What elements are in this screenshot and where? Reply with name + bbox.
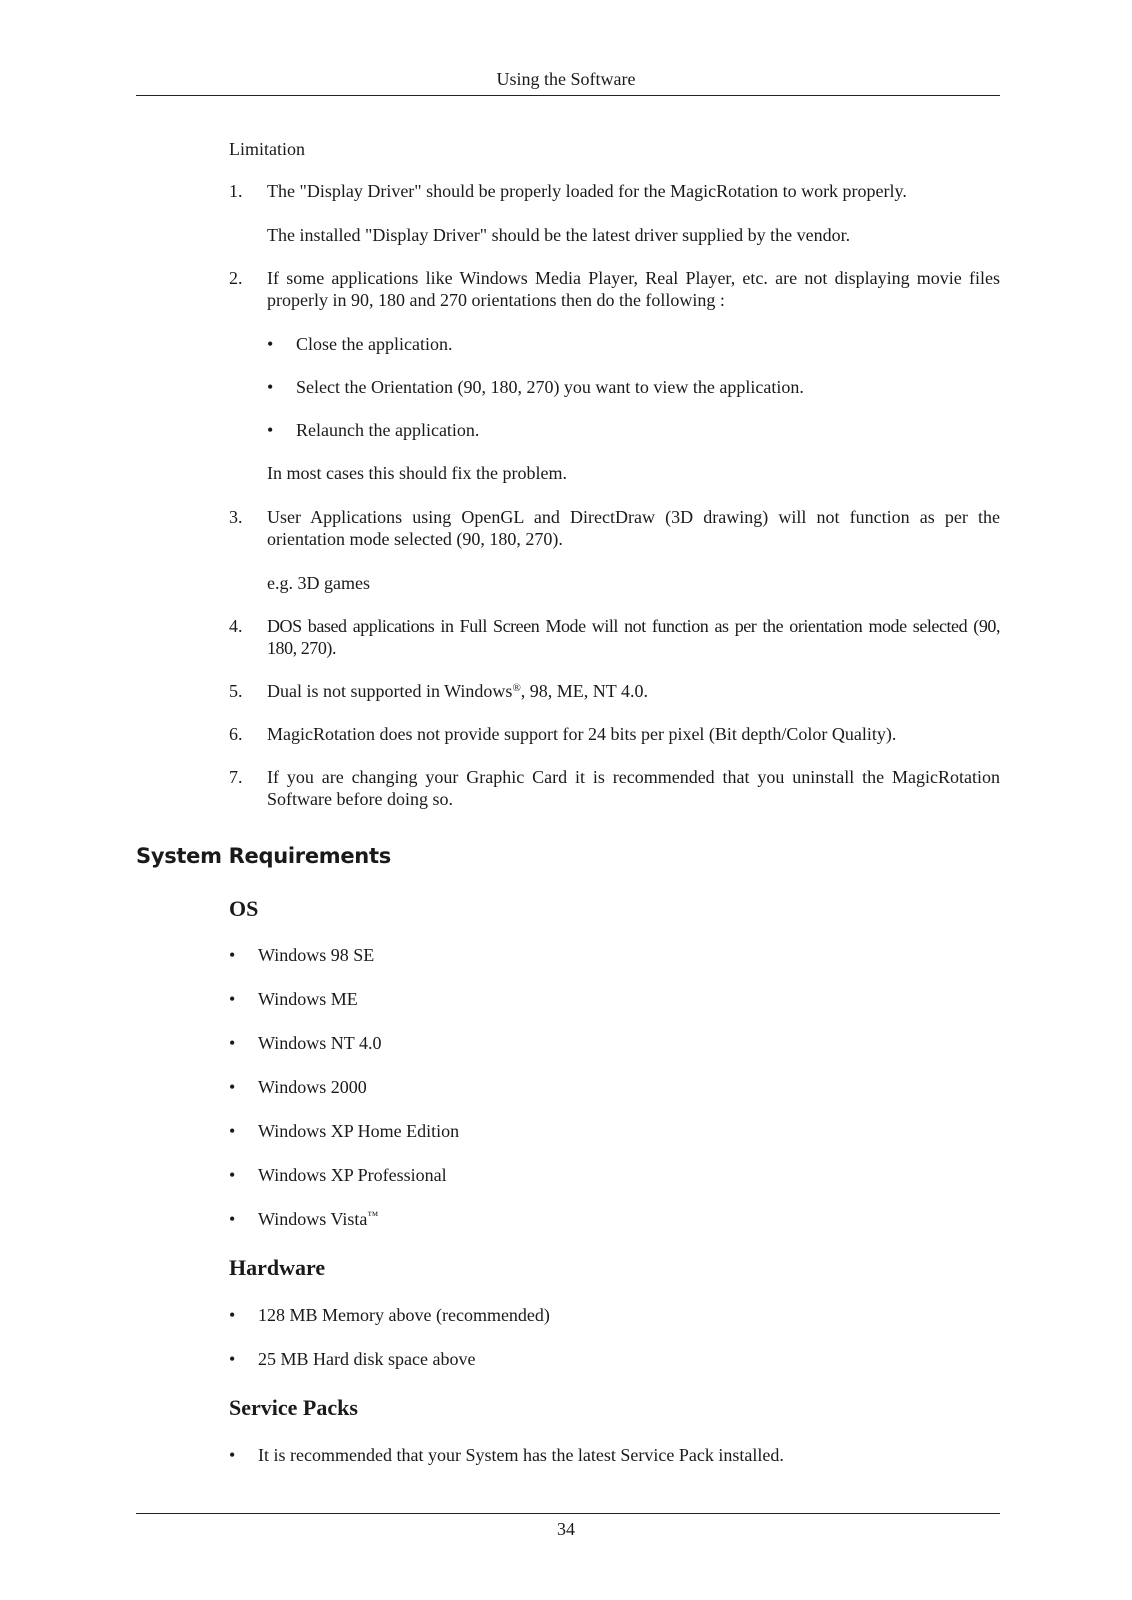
list-item-note: In most cases this should fix the problem.: [267, 463, 567, 483]
registered-mark: ®: [512, 682, 521, 694]
os-item-text: Windows Vista: [258, 1209, 368, 1229]
hardware-item: 25 MB Hard disk space above: [258, 1349, 476, 1369]
sub-bullet-text: Select the Orientation (90, 180, 270) you want to view the application.: [296, 377, 804, 397]
bullet-icon: •: [229, 1349, 236, 1369]
limitation-heading: Limitation: [229, 139, 305, 159]
list-item-text-part: Dual is not supported in Windows: [267, 681, 513, 701]
list-item-number: 6.: [229, 724, 243, 744]
bullet-icon: •: [229, 1077, 236, 1097]
list-item: [229, 680, 1000, 702]
list-item-text: User Applications using OpenGL and DirectDraw (3D drawing) will not function as per the orientation mode selected (90, 180, 270).: [267, 507, 1000, 549]
bullet-icon: •: [229, 1209, 236, 1229]
list-item-text: [267, 680, 1000, 702]
list-item: [229, 723, 1000, 745]
list-item-text: If some applications like Windows Media Player, Real Player, etc. are not displaying movie files properly in 90, 180 and 270 orientations then do the following :: [267, 268, 1000, 310]
list-item-text: DOS based applications in Full Screen Mode will not function as per the orientation mode selected (90, 180, 270).: [267, 616, 1000, 658]
list-item-number: 1.: [229, 181, 243, 201]
section-heading: System Requirements: [136, 844, 391, 868]
page-number: 34: [557, 1519, 575, 1539]
footer-divider: [136, 1513, 1000, 1514]
list-item-number: 4.: [229, 616, 243, 636]
list-item-text-part: , 98, ME, NT 4.0.: [520, 681, 648, 701]
trademark-mark: ™: [367, 1210, 379, 1222]
bullet-icon: •: [229, 1165, 236, 1185]
list-item-text: If you are changing your Graphic Card it is recommended that you uninstall the MagicRotation Software before doing so.: [267, 767, 1000, 809]
bullet-icon: •: [229, 945, 236, 965]
list-item-number: 5.: [229, 681, 243, 701]
list-item: [229, 180, 1000, 202]
os-item: Windows 98 SE: [258, 945, 375, 965]
bullet-icon: •: [229, 1033, 236, 1053]
service-packs-heading: Service Packs: [229, 1395, 358, 1420]
sub-bullet-text: Relaunch the application.: [296, 420, 480, 440]
list-item: [229, 267, 1000, 311]
os-item: Windows XP Professional: [258, 1165, 447, 1185]
os-heading: OS: [229, 896, 259, 921]
os-item: [258, 1208, 1000, 1230]
hardware-item: 128 MB Memory above (recommended): [258, 1305, 550, 1325]
bullet-icon: •: [267, 377, 274, 397]
os-item: Windows 2000: [258, 1077, 367, 1097]
os-item: Windows ME: [258, 989, 358, 1009]
service-pack-item: It is recommended that your System has the latest Service Pack installed.: [258, 1445, 784, 1465]
bullet-icon: •: [229, 989, 236, 1009]
os-item: Windows NT 4.0: [258, 1033, 382, 1053]
header-divider: [136, 95, 1000, 96]
list-item-number: 7.: [229, 767, 243, 787]
list-item: [229, 506, 1000, 550]
list-item-note: The installed "Display Driver" should be the latest driver supplied by the vendor.: [267, 225, 851, 245]
list-item-text: The "Display Driver" should be properly loaded for the MagicRotation to work properly.: [267, 181, 907, 201]
bullet-icon: •: [267, 334, 274, 354]
list-item-number: 2.: [229, 268, 243, 288]
bullet-icon: •: [229, 1121, 236, 1141]
list-item-text: MagicRotation does not provide support for 24 bits per pixel (Bit depth/Color Quality).: [267, 724, 897, 744]
hardware-heading: Hardware: [229, 1255, 326, 1280]
os-item: Windows XP Home Edition: [258, 1121, 460, 1141]
sub-bullet-text: Close the application.: [296, 334, 453, 354]
bullet-icon: •: [229, 1305, 236, 1325]
list-item: [229, 615, 1000, 659]
bullet-icon: •: [229, 1445, 236, 1465]
running-header: Using the Software: [496, 69, 636, 89]
bullet-icon: •: [267, 420, 274, 440]
list-item-number: 3.: [229, 507, 243, 527]
list-item: [229, 766, 1000, 810]
list-item-note: e.g. 3D games: [267, 573, 370, 593]
